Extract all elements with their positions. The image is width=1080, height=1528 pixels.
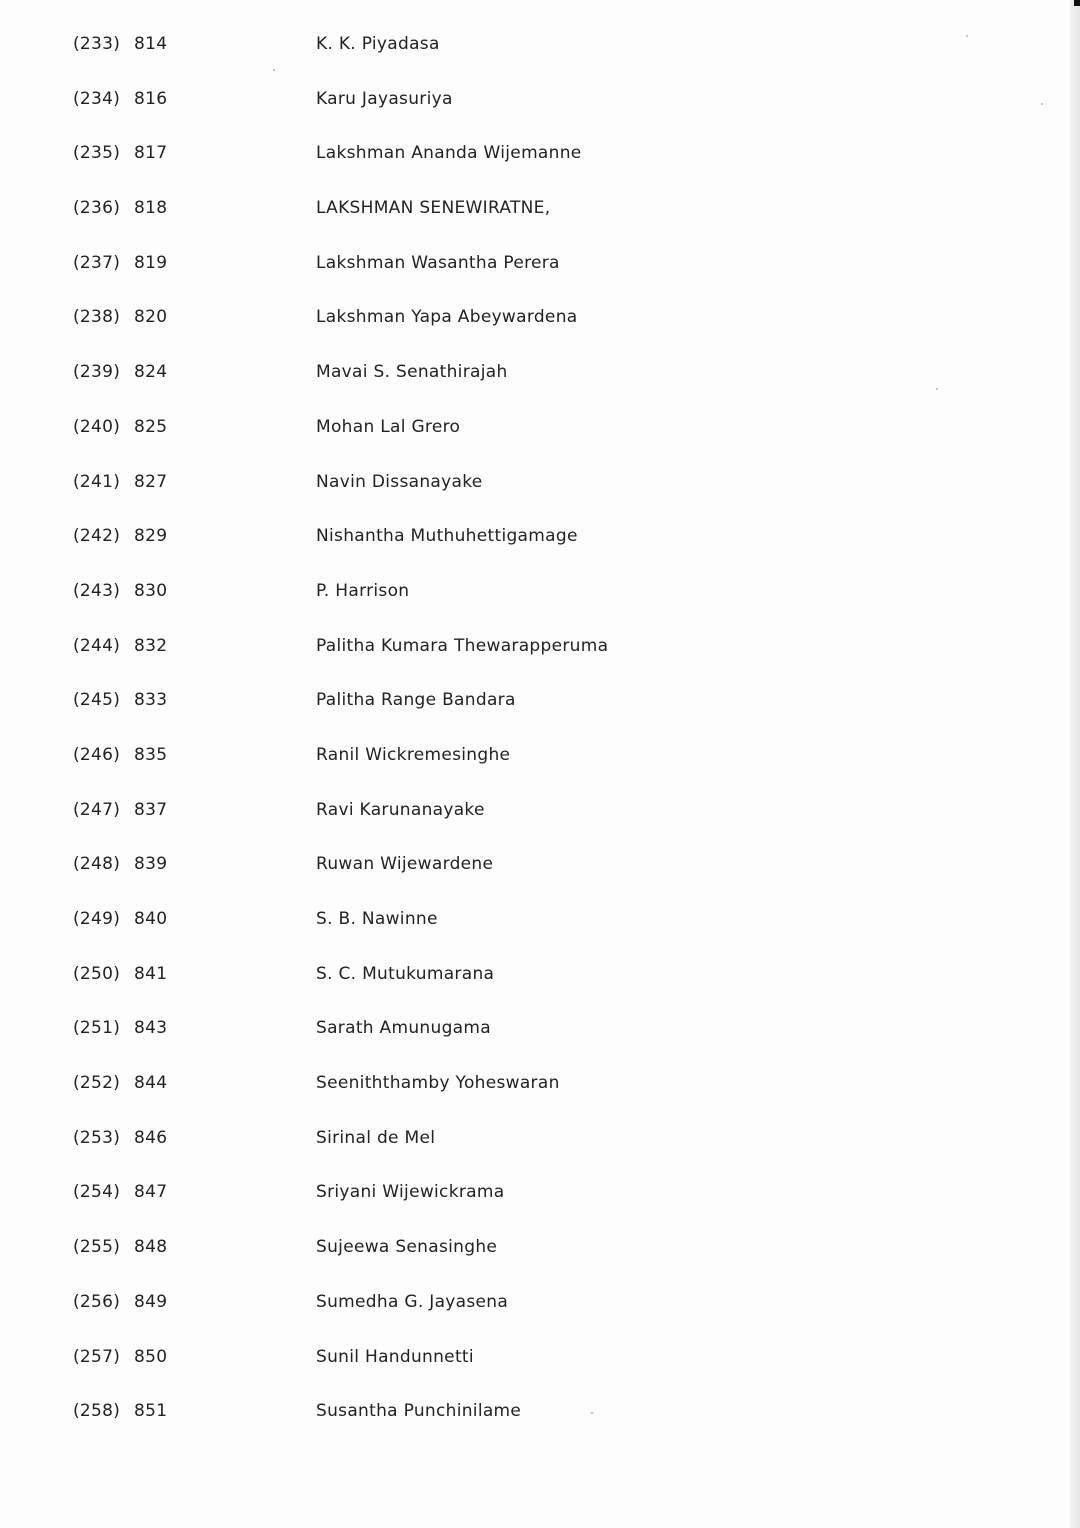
entry-number: 816: [134, 88, 168, 109]
entry-index: (250): [73, 963, 121, 984]
entry-number: 840: [134, 909, 168, 929]
entry-number: 833: [134, 690, 168, 711]
entry-index: (258): [73, 1401, 121, 1422]
list-item: [0, 245, 1000, 300]
scan-corner-mark: [1074, 0, 1080, 6]
entry-name: Sunil Handunnetti: [316, 1346, 474, 1367]
entry-name: S. B. Nawinne: [316, 909, 438, 929]
list-item: [0, 1174, 1000, 1229]
entry-number: 850: [134, 1346, 168, 1367]
entry-index: (239): [73, 362, 121, 383]
list-item: [0, 1065, 1000, 1120]
entry-index: (254): [73, 1182, 121, 1203]
entry-index: (233): [73, 34, 121, 54]
entry-index: (236): [73, 198, 121, 219]
list-item: [0, 1339, 1000, 1394]
entry-name: Palitha Kumara Thewarapperuma: [316, 635, 609, 656]
entry-name: Sumedha G. Jayasena: [316, 1291, 509, 1312]
entry-name: Nishantha Muthuhettigamage: [316, 526, 578, 547]
entry-number: 841: [134, 963, 168, 984]
entry-number: 820: [134, 307, 168, 328]
entry-number: 825: [134, 416, 168, 437]
entry-index: (248): [73, 854, 121, 875]
list-item: [0, 1229, 1000, 1284]
list-item: [0, 354, 1000, 409]
entry-name: Palitha Range Bandara: [316, 690, 516, 711]
list-item: [0, 135, 1000, 190]
entry-name: Ruwan Wijewardene: [316, 854, 494, 875]
list-item: [0, 464, 1000, 519]
entry-number: 848: [134, 1237, 168, 1258]
entry-index: (251): [73, 1018, 121, 1039]
entry-number: 843: [134, 1018, 168, 1039]
entry-index: (257): [73, 1346, 121, 1367]
entry-number: 830: [134, 580, 168, 601]
list-item: [0, 628, 1000, 683]
list-item: [0, 81, 1000, 136]
entry-index: (247): [73, 799, 121, 820]
entry-number: 829: [134, 526, 168, 547]
entry-number: 849: [134, 1291, 168, 1312]
entry-name: Mohan Lal Grero: [316, 416, 461, 437]
entry-name: Mavai S. Senathirajah: [316, 362, 508, 383]
entry-index: (249): [73, 909, 121, 929]
entry-name: Lakshman Wasantha Perera: [316, 252, 560, 273]
member-list: [0, 26, 1000, 1448]
entry-index: (234): [73, 88, 121, 109]
entry-name: Sarath Amunugama: [316, 1018, 491, 1039]
entry-name: Lakshman Ananda Wijemanne: [316, 143, 582, 164]
list-item: [0, 846, 1000, 901]
entry-index: (253): [73, 1127, 121, 1148]
list-item: [0, 518, 1000, 573]
entry-number: 818: [134, 198, 168, 219]
entry-index: (245): [73, 690, 121, 711]
list-item: [0, 792, 1000, 847]
entry-name: LAKSHMAN SENEWIRATNE,: [316, 198, 551, 219]
entry-index: (243): [73, 580, 121, 601]
list-item: [0, 1284, 1000, 1339]
entry-number: 839: [134, 854, 168, 875]
list-item: [0, 737, 1000, 792]
list-item: [0, 190, 1000, 245]
entry-number: 844: [134, 1073, 168, 1094]
entry-index: (256): [73, 1291, 121, 1312]
entry-number: 835: [134, 744, 168, 765]
list-item: [0, 1010, 1000, 1065]
entry-name: Karu Jayasuriya: [316, 88, 453, 109]
list-item: [0, 299, 1000, 354]
entry-number: 817: [134, 143, 168, 164]
entry-number: 837: [134, 799, 168, 820]
entry-name: Navin Dissanayake: [316, 471, 483, 492]
entry-index: (252): [73, 1073, 121, 1094]
entry-name: Ranil Wickremesinghe: [316, 744, 511, 765]
entry-name: Ravi Karunanayake: [316, 799, 485, 820]
list-item: [0, 901, 1000, 956]
entry-name: Sujeewa Senasinghe: [316, 1237, 498, 1258]
entry-name: Sriyani Wijewickrama: [316, 1182, 505, 1203]
entry-index: (255): [73, 1237, 121, 1258]
entry-number: 832: [134, 635, 168, 656]
list-item: [0, 1120, 1000, 1175]
entry-index: (241): [73, 471, 121, 492]
entry-number: 847: [134, 1182, 168, 1203]
entry-index: (244): [73, 635, 121, 656]
entry-name: Seeniththamby Yoheswaran: [316, 1073, 560, 1094]
entry-index: (242): [73, 526, 121, 547]
entry-index: (246): [73, 744, 121, 765]
entry-name: Lakshman Yapa Abeywardena: [316, 307, 578, 328]
entry-name: K. K. Piyadasa: [316, 34, 440, 54]
entry-name: S. C. Mutukumarana: [316, 963, 495, 984]
list-item: [0, 573, 1000, 628]
entry-name: Sirinal de Mel: [316, 1127, 436, 1148]
entry-number: 846: [134, 1127, 168, 1148]
entry-number: 819: [134, 252, 168, 273]
list-item: [0, 1393, 1000, 1448]
entry-name: P. Harrison: [316, 580, 410, 601]
list-item: [0, 409, 1000, 464]
list-item: [0, 26, 1000, 81]
list-item: [0, 956, 1000, 1011]
entry-index: (240): [73, 416, 121, 437]
entry-index: (238): [73, 307, 121, 328]
entry-number: 851: [134, 1401, 168, 1422]
entry-index: (235): [73, 143, 121, 164]
list-item: [0, 682, 1000, 737]
entry-name: Susantha Punchinilame: [316, 1401, 522, 1422]
entry-index: (237): [73, 252, 121, 273]
entry-number: 824: [134, 362, 168, 383]
entry-number: 814: [134, 34, 168, 54]
entry-number: 827: [134, 471, 168, 492]
page-edge-shadow: [1070, 0, 1080, 1528]
scan-speck: [1041, 103, 1043, 105]
